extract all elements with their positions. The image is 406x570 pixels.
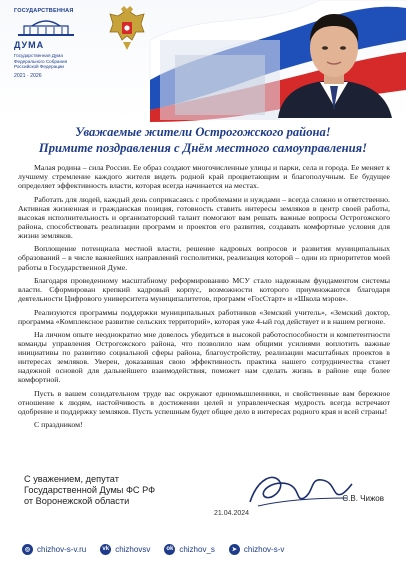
footer-link-label: chizhov-s-v.ru	[37, 544, 87, 554]
paragraph: Реализуются программы поддержки муниципальных работников «Земский учитель», «Земский доктор, программа «Комплексное развитие сельских территорий», которая уже 4-ый год действует и в нашем регионе.	[18, 307, 390, 326]
duma-building-icon	[14, 16, 78, 38]
paragraph: Благодаря проведенному масштабному реформированию МСУ стало надежным фундаментом системы власти. Сформирован крепкий кадровый корпус, возможности которого приумножаются благодаря деятельности Цифрового университета муниципалитетов, программ «ГосСтарт» и «Школа мэров».	[18, 275, 390, 304]
header-banner	[0, 0, 406, 122]
closing-greeting: С праздником!	[34, 420, 83, 430]
greeting-block	[0, 124, 406, 156]
duma-logo	[14, 8, 82, 79]
vk-icon: vk	[100, 544, 111, 555]
handwritten-signature	[244, 468, 354, 514]
greeting-line2: Примите поздравления с Днём местного самоуправления!	[38, 141, 368, 155]
globe-icon: ◎	[22, 544, 33, 555]
signature-title	[24, 474, 155, 507]
logo-years: 2021 · 2026	[14, 72, 42, 79]
signature-line2: Государственной Думы ФС РФ	[24, 485, 156, 495]
letter-body	[18, 163, 390, 434]
paragraph: Воплощение потенциала местной власти, решение кадровых вопросов и развития муниципальных образований – в числе важнейших направлений госполитики, реализация которой – один из приоритетов моей работы в Государственной Думе.	[18, 244, 390, 272]
signature-name: С.В. Чижов	[342, 494, 384, 503]
footer-link-label: chizhovsv	[115, 544, 151, 554]
logo-subtitle: Государственная Дума Федерального Собрания Российской Федерации	[14, 53, 68, 70]
paragraph: Работать для людей, каждый день соприкасаясь с проблемами и нуждами – всегда сложно и ответственно. Активная жизненная и гражданская позиция, готовность ставить интересы земляков в центр своей работы, высокая исполнительность и организаторский талант помогают вам решать важные вопросы Острогожского района, способствовать реализации программ и проектов его развития, создавать комфортные условия для жизни земляков.	[18, 194, 390, 240]
signature-date: 21.04.2024	[214, 510, 250, 517]
footer-links	[22, 535, 392, 563]
footer-link-vk[interactable]	[100, 535, 150, 563]
greeting-line1: Уважаемые жители Острогожского района!	[75, 125, 331, 139]
paragraph: Малая родина – сила России. Ее образ создают многочисленные улицы и парки, села и города. Ее меняет к лучшему стремление каждого жителя видеть родной край процветающим и благополучным. Ее будущее определяет эффективность власти, которая всегда начинается на местах.	[18, 163, 390, 191]
footer-link-telegram[interactable]	[229, 535, 284, 563]
footer-link-website[interactable]	[22, 535, 86, 563]
logo-name: ДУМА	[14, 40, 45, 50]
deputy-portrait-photo	[268, 6, 400, 118]
signature-line3: от Воронежской области	[24, 496, 130, 506]
signature-block	[24, 474, 384, 520]
paragraph: Пусть в вашем созидательном труде вас окружают единомышленники, и свойственные вам бережное отношение к людям, настойчивость в достижении целей и управленческая мудрость всегда встречают одобрение и поддержку земляков. Пусть успешным будет общее дело в интересах родного края и всей страны!	[18, 388, 390, 417]
footer-link-odnoklassniki[interactable]	[164, 535, 215, 563]
paragraph: На личном опыте неоднократно мне довелось убедиться в высокой работоспособности и компетентности команды управления Острогожского района, что позволило нам общими усилиями воплотить важные инициативы по развитию социальной сферы района, благоустройству, реализации масштабных проектов в интересах земляков. Уверен, доказавшая свою эффективность практика нашего сотрудничества станет надежной основой для дальнейшего взаимодействия, поможет нам сделать жизнь в районе еще более комфортной.	[18, 329, 390, 385]
logo-top-text: ГОСУДАРСТВЕННАЯ	[14, 8, 74, 14]
telegram-icon: ➤	[229, 544, 240, 555]
footer-link-label: chizhov-s-v	[243, 544, 285, 554]
footer-link-label: chizhov_s	[179, 544, 215, 554]
coat-of-arms-icon	[106, 6, 148, 52]
signature-line1: С уважением, депутат	[24, 474, 119, 484]
odnoklassniki-icon: ok	[164, 544, 175, 555]
